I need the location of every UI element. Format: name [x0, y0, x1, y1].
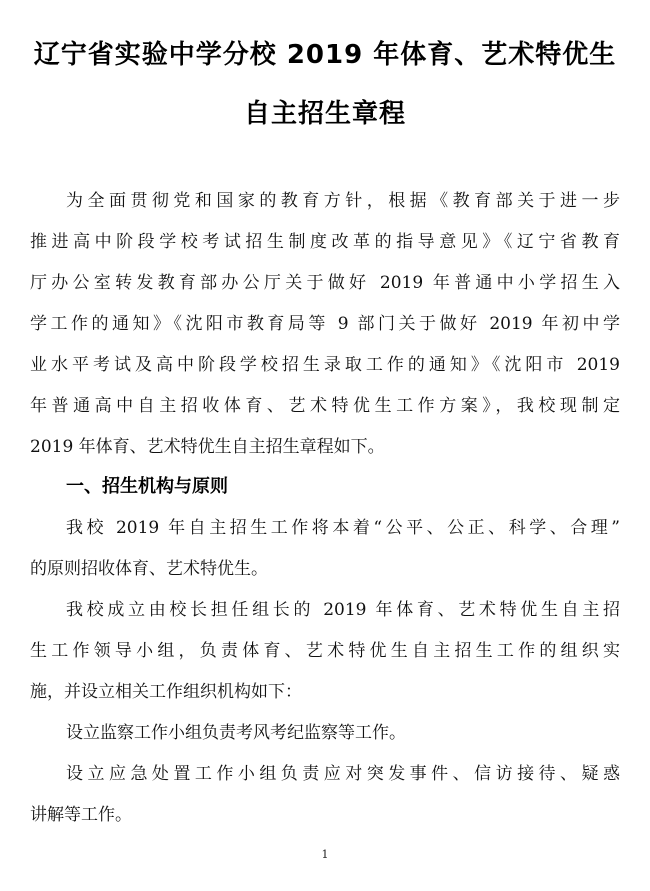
paragraph-2-line-2: 的原则招收体育、艺术特优生。: [30, 559, 268, 579]
paragraph-1-line-6: 年普通高中自主招收体育、艺术特优生工作方案》，我校现制定: [30, 396, 620, 416]
page-number: 1: [321, 848, 329, 861]
paragraph-3-line-3: 施，并设立相关工作组织机构如下：: [30, 682, 302, 702]
paragraph-1-line-5: 业水平考试及高中阶段学校招生录取工作的通知》《沈阳市 2019: [30, 355, 620, 375]
paragraph-1-line-4: 学工作的通知》《沈阳市教育局等 9 部门关于做好 2019 年初中学: [30, 314, 620, 334]
section-1-heading: 一、招生机构与原则: [66, 476, 228, 497]
paragraph-3-line-2: 生工作领导小组，负责体育、艺术特优生自主招生工作的组织实: [30, 641, 620, 661]
paragraph-5-line-1: 设立应急处置工作小组负责应对突发事件、信访接待、疑惑: [66, 764, 620, 784]
paragraph-2-line-1: 我校 2019 年自主招生工作将本着“公平、公正、科学、合理”: [66, 518, 620, 538]
paragraph-4-line-1: 设立监察工作小组负责考风考纪监察等工作。: [66, 723, 406, 743]
paragraph-3-line-1: 我校成立由校长担任组长的 2019 年体育、艺术特优生自主招: [66, 600, 620, 620]
paragraph-5-line-2: 讲解等工作。: [30, 805, 132, 825]
document-title-line-1: 辽宁省实验中学分校 2019 年体育、艺术特优生: [33, 40, 617, 70]
paragraph-1-line-1: 为全面贯彻党和国家的教育方针，根据《教育部关于进一步: [66, 191, 620, 211]
paragraph-1-line-2: 推进高中阶段学校考试招生制度改革的指导意见》《辽宁省教育: [30, 232, 620, 252]
document-title-line-2: 自主招生章程: [243, 99, 406, 129]
paragraph-1-line-7: 2019 年体育、艺术特优生自主招生章程如下。: [30, 437, 385, 457]
paragraph-1-line-3: 厅办公室转发教育部办公厅关于做好 2019 年普通中小学招生入: [30, 273, 620, 293]
